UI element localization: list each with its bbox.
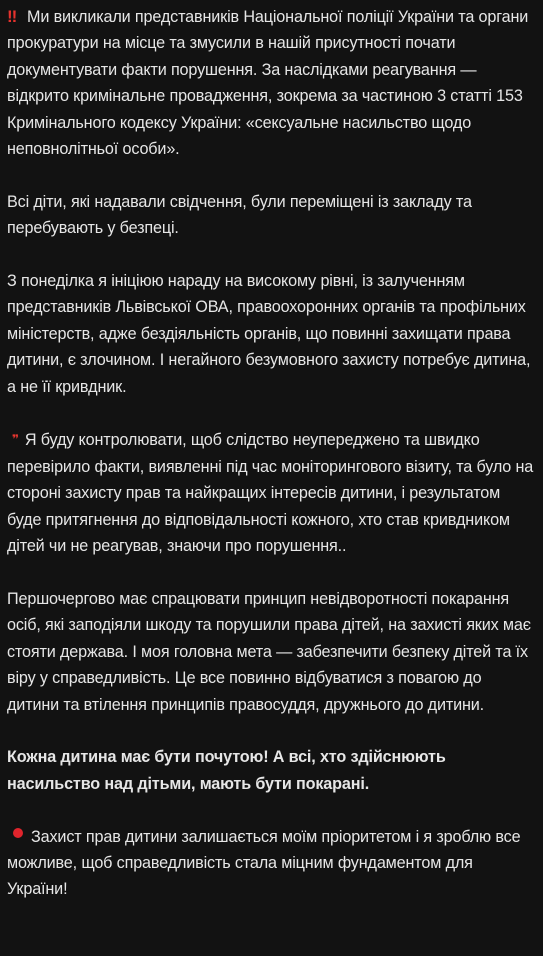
post-paragraph-6: Кожна дитина має бути почутою! А всі, хто здійснюють насильство над дітьми, мають бути покарані. (7, 748, 446, 793)
post-paragraph-2: Всі діти, які надавали свідчення, були переміщені із закладу та перебувають у безпеці. (7, 192, 472, 238)
quotation-mark-icon: ❞ (12, 432, 19, 447)
post-paragraph-4 (7, 426, 537, 559)
post-paragraph-5: Першочергово має спрацювати принцип невідворотності покарання осіб, які заподіяли шкоду та порушили права дітей, на захисті яких має стояти держава. І моя головна мета — забезпечити безпеку дітей та їх віру у справедливість. Це все повинно відбуватися з повагою до дитини та втілення принципів правосуддя, дружнього до дитини. (7, 589, 531, 714)
post-paragraph-4-text: Я буду контролювати, щоб слідство неупереджено та швидко перевірило факти, виявленні під час моніторингового візиту, та було на стороні захисту прав та найкращих інтересів дитини, і результатом буде притягнення до відповідальності кожного, хто став кривдником дітей чи не реагував, знаючи про порушення.. (7, 431, 534, 556)
post-paragraph-3: З понеділка я ініціюю нараду на високому рівні, із залученням представників Львівської ОВА, правоохоронних органів та профільних міністерств, адже бездіяльність органів, що повинні захищати права дитини, є злочином. І негайного безумовного захисту потребує дитина, а не її кривдник. (7, 272, 531, 396)
double-exclamation-icon: ‼ (7, 7, 16, 26)
red-circle-icon (13, 828, 23, 838)
post-paragraph-7 (7, 824, 537, 903)
post-paragraph-7-text: Захист прав дитини залишається моїм пріоритетом і я зроблю все можливе, щоб справедливість стала міцним фундаментом для України! (7, 827, 521, 899)
post-paragraph-1-text: Ми викликали представників Національної поліції України та органи прокуратури на місце та змусили в нашій присутності почати документувати факти порушення. За наслідками реагування — відкрито кримінальне провадження, зокрема за частиною 3 статті 153 Кримінального кодексу України: «сексуальне насильство щодо неповнолітньої особи». (7, 8, 529, 159)
post-paragraph-1 (7, 4, 537, 162)
